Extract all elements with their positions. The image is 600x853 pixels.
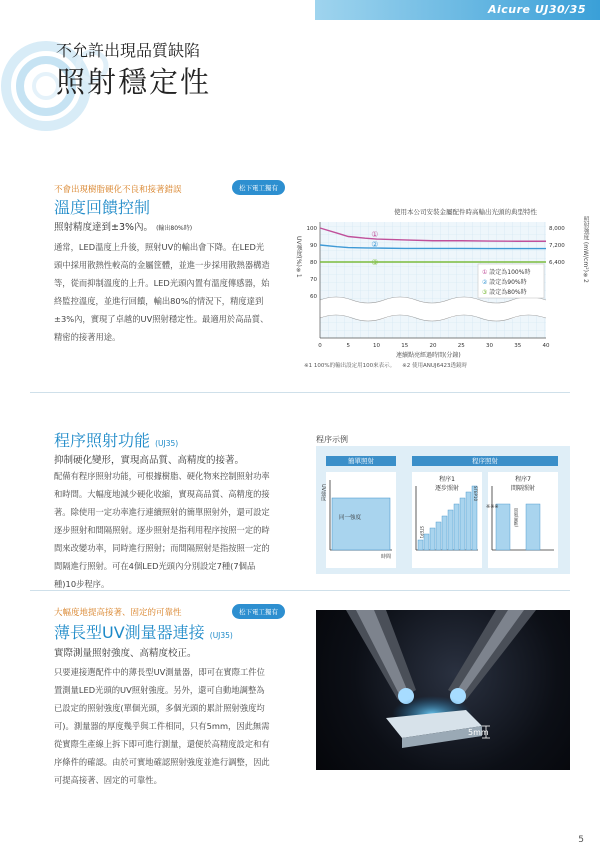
section3-badge: 松下電工獨有: [232, 604, 285, 619]
header-bar: [315, 0, 600, 20]
interval-bar-1: [496, 504, 510, 550]
x-tick-label: 10: [373, 343, 380, 349]
section1-lead-text: 照射精度達到±3%內。: [54, 222, 154, 233]
section1-badge: 松下電工獨有: [232, 180, 285, 195]
series-marker-3: ③: [371, 258, 379, 267]
prog1-desc: 逐步照射: [434, 485, 459, 492]
section2-title-text: 程序照射功能: [54, 431, 151, 450]
section1-lead-note: (輸出80%時): [156, 225, 193, 232]
y-tick-label: 90: [310, 243, 317, 249]
legend-entry-2: ② 設定為90%時: [482, 279, 527, 286]
series-marker-1: ①: [371, 230, 379, 240]
chart-ylabel: [293, 236, 303, 278]
chart-title: 使用本公司安裝金屬配件時高輸出光頭的典型特性: [394, 208, 537, 216]
chart-ylabel-note: ※1: [295, 266, 302, 278]
prog7-name: 程序7: [515, 476, 531, 483]
section1-lead: [54, 219, 192, 233]
y2-tick-label: 8,000: [549, 226, 565, 232]
x-tick-label: 15: [401, 343, 409, 349]
section3-lead: 實際測量照射強度、高精度校正。: [54, 648, 197, 659]
chart-note-1: ※1 100%的輸出設定用100來表示。: [304, 363, 396, 369]
section-divider-1: [30, 392, 570, 393]
section2-body: 配備有程序照射功能，可根據樹脂、硬化物來控制照射功率和時間。大幅度地減少硬化收縮，實現高品質、高精度的接著。除使用一定功率進行連續照射的簡單照射外，還可設定逐步照射和間隔照射。逐步照射是指利用程序按照一定的時間來改變功率，同時進行照射；而間隔照射是指按照一定的間隔進行照射。可在4個LED光頭內分別設定7種(7個品種)10步程序。: [54, 471, 270, 589]
led-head-right: [448, 610, 536, 704]
y2-tick-label: 7,200: [549, 243, 565, 249]
interval-label: 間隔(關斷): [514, 508, 519, 528]
prog7-label: [488, 474, 558, 492]
section3-title-text: 薄長型UV測量器連接: [54, 623, 205, 642]
section3-title: [54, 620, 233, 643]
section-divider-2: [30, 590, 570, 591]
section3-title-suffix: (UJ35): [209, 631, 233, 640]
legend-entry-1: ① 設定為100%時: [482, 269, 531, 276]
series-marker-2: ②: [371, 239, 379, 249]
chart-y2label-note: ※2: [582, 271, 589, 283]
x-tick-label: 30: [486, 343, 493, 349]
y-tick-label: 60: [310, 294, 317, 300]
x-tick-label: 20: [429, 343, 437, 349]
interval-bar-2: [526, 504, 540, 550]
x-tick-label: 35: [514, 343, 522, 349]
uv-sensor-photo: [316, 610, 570, 770]
step-last-label: STEP10: [473, 486, 478, 502]
simple-label: 簡單照射: [348, 457, 374, 465]
chart-y2label-text: 照射強度 (mW/cm²): [582, 216, 589, 272]
section3-body: 只要連接選配件中的薄長型UV測量器，即可在實際工件位置測量LED光頭的UV照射強度。另外，還可自動地調整為已設定的照射強度(單個光頭，多個光頭的累計照射強度均可)。測量器的厚度幾乎與工件相同，只有5mm，因此無需從實際生產線上拆下即可進行測量，還便於高精度設定和有序條件的確認。由於可實地確認照射強度並進行調整，因此可提高接著、固定的可靠性。: [54, 667, 270, 785]
y-tick-label: 70: [310, 277, 317, 283]
chart-note-2: ※2 使用ANUJ6423透鏡時: [402, 363, 467, 369]
program-example-title: 程序示例: [316, 435, 348, 444]
chart-xlabel: 連續點亮經過時間(分鐘): [396, 352, 461, 359]
section2-title: [54, 428, 178, 451]
diagram-x-axis-label: 時間: [381, 554, 392, 560]
x-tick-label: 0: [318, 343, 322, 349]
constant-label: 同一強度: [339, 515, 362, 521]
dimension-label: 5mm: [468, 728, 489, 737]
page-number: 5: [578, 835, 584, 845]
led-head-left: [346, 610, 416, 704]
x-tick-label: 25: [457, 343, 465, 349]
diagram-y-axis-label: UV強度: [320, 484, 326, 502]
x-tick-label: 5: [346, 343, 350, 349]
program-diagram: [316, 446, 570, 574]
chart-y2label: [580, 216, 590, 283]
page-kicker: 不允許出現品質缺陷: [56, 41, 201, 60]
led-heads-illustration: [316, 610, 570, 770]
program-label: 程序照射: [472, 457, 498, 465]
y2-tick-label: 6,400: [549, 260, 565, 266]
page-title: 照射穩定性: [56, 65, 212, 99]
product-name: Aicure UJ30/35: [487, 3, 586, 16]
constant-bar: [332, 498, 390, 550]
y-tick-label: 100: [306, 226, 317, 232]
legend-entry-3: ③ 設定為80%時: [482, 289, 527, 296]
chart-notes: [304, 361, 467, 369]
section2-title-suffix: (UJ35): [155, 439, 179, 448]
section2-lead: 抑制硬化變形，實現高品質、高精度的接著。: [54, 455, 245, 466]
x-tick-label: 40: [542, 343, 550, 349]
section1-subtitle: 不會出現樹脂硬化不良和接著錯誤: [54, 185, 182, 195]
section1-body: 通常，LED溫度上升後，照射UV的輸出會下降。在LED光頭中採用散熱性較高的金屬筐體，並進一步採用散熱器構造等，從而抑制溫度的上升。LED光頭內置有溫度傳感器，始終監控溫度，並進行回饋，輸出80%的情況下，精度達到±3%內，實現了卓越的UV照射穩定性。最適用於高品質、精密的接著用途。: [54, 242, 270, 342]
step-first-label: STEP1: [419, 526, 424, 539]
prog7-desc: 間隔照射: [510, 485, 535, 492]
y-tick-label: 80: [310, 260, 317, 266]
prog1-name: 程序1: [439, 476, 455, 483]
step-middle-label: ※※※: [486, 504, 499, 510]
section3-subtitle: 大幅度地提高接著、固定的可靠性: [54, 608, 182, 618]
chart-ylabel-text: UV強度(%): [295, 236, 302, 267]
section1-title: 溫度回饋控制: [54, 198, 151, 217]
